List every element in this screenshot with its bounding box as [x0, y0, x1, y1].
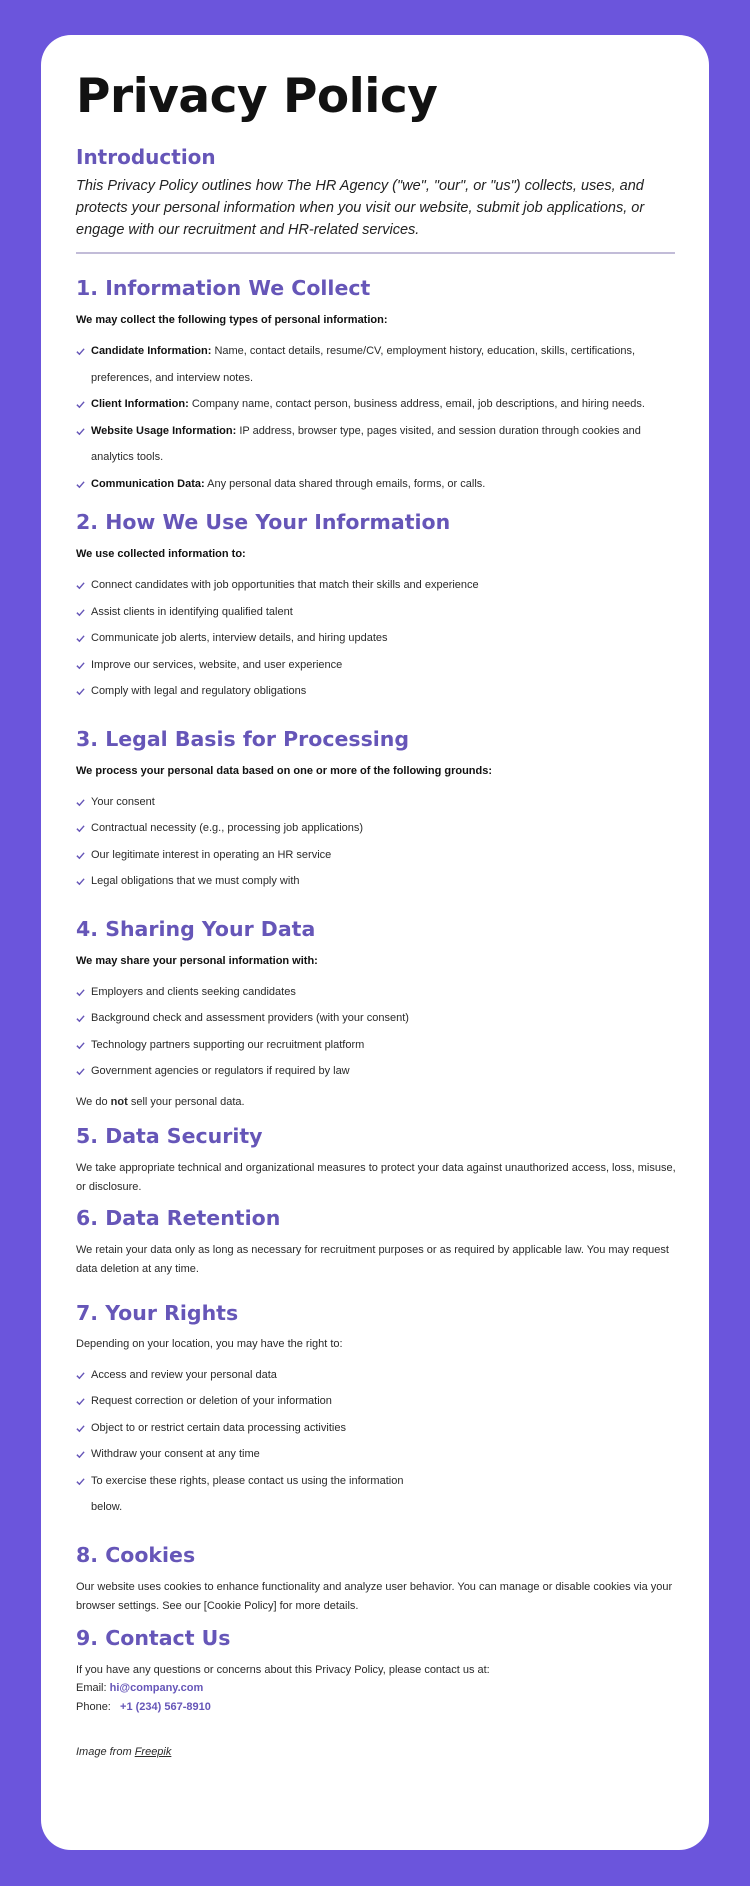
list-item — [76, 1005, 676, 1032]
check-icon — [76, 581, 85, 590]
list-item — [76, 979, 676, 1006]
item-text: Government agencies or regulators if required by law — [91, 1065, 350, 1077]
item-text: Assist clients in identifying qualified talent — [91, 605, 293, 618]
check-list — [76, 1362, 674, 1521]
section-text: We retain your data only as long as necessary for recruitment purposes or as required by applicable law. You may request data deletion at any time. — [76, 1243, 669, 1275]
check-icon — [76, 661, 85, 670]
item-text: Withdraw your consent at any time — [91, 1448, 260, 1460]
list-item — [76, 1058, 676, 1085]
no-sell-note — [76, 1093, 676, 1112]
page-title: Privacy Policy — [76, 69, 438, 124]
section-lead: We may collect the following types of personal information: — [76, 314, 388, 326]
check-icon — [76, 1397, 85, 1406]
section-cookies — [76, 1541, 674, 1616]
list-item — [76, 652, 676, 679]
section-heading: 1. Information We Collect — [76, 276, 371, 300]
item-text: Comply with legal and regulatory obligations — [91, 685, 307, 697]
phone-label: Phone: — [76, 1700, 111, 1713]
item-text: Technology partners supporting our recruitment platform — [91, 1038, 365, 1051]
list-item — [76, 789, 676, 816]
list-item — [76, 1388, 676, 1415]
intro-heading: Introduction — [76, 145, 216, 169]
item-text: Connect candidates with job opportunities that match their skills and experience — [91, 579, 479, 591]
item-text: Company name, contact person, business address, email, job descriptions, and hiring needs. — [188, 398, 645, 410]
check-list — [76, 572, 674, 705]
check-icon — [76, 427, 85, 436]
phone-link[interactable]: +1 (234) 567-8910 — [120, 1700, 211, 1713]
section-heading: 2. How We Use Your Information — [76, 510, 451, 534]
section-heading: 3. Legal Basis for Processing — [76, 726, 410, 751]
check-icon — [76, 480, 85, 489]
check-icon — [76, 1424, 85, 1433]
check-icon — [76, 608, 85, 617]
divider — [76, 252, 675, 254]
list-item — [76, 1468, 416, 1521]
section-lead: We process your personal data based on one or more of the following grounds: — [76, 764, 493, 777]
list-item — [76, 842, 676, 869]
item-text: Communicate job alerts, interview details, and hiring updates — [91, 632, 388, 644]
check-icon — [76, 1371, 85, 1380]
section-legal-basis — [76, 725, 674, 895]
section-how-we-use — [76, 508, 674, 705]
list-item — [76, 418, 676, 471]
check-icon — [76, 1041, 85, 1050]
section-information-we-collect — [76, 274, 674, 497]
check-icon — [76, 798, 85, 807]
item-text: Request correction or deletion of your information — [91, 1395, 332, 1407]
check-icon — [76, 1450, 85, 1459]
section-lead: We use collected information to: — [76, 548, 246, 560]
check-icon — [76, 634, 85, 643]
item-text: Any personal data shared through emails, forms, or calls. — [204, 477, 486, 490]
list-item — [76, 678, 676, 705]
list-item — [76, 868, 676, 895]
section-heading: 6. Data Retention — [76, 1205, 281, 1230]
section-data-security — [76, 1122, 674, 1197]
section-heading: 8. Cookies — [76, 1542, 196, 1567]
check-icon — [76, 851, 85, 860]
check-icon — [76, 988, 85, 997]
list-item — [76, 815, 676, 842]
freepik-link[interactable]: Freepik — [134, 1746, 172, 1758]
intro-text: This Privacy Policy outlines how The HR Agency ("we", "our", or "us") collects, uses, and protects your personal information when you visit our website, submit job applications, or engage with our recruitment and HR-related services. — [76, 178, 645, 238]
item-text: Contractual necessity (e.g., processing job applications) — [91, 822, 364, 834]
list-item — [76, 625, 676, 652]
check-icon — [76, 1067, 85, 1076]
check-icon — [76, 347, 85, 356]
policy-card — [41, 35, 709, 1850]
section-heading: 9. Contact Us — [76, 1625, 231, 1650]
item-label: Candidate Information: — [91, 345, 212, 357]
list-item — [76, 391, 676, 418]
contact-email-row — [76, 1679, 674, 1698]
note-text: sell your personal data. — [127, 1095, 245, 1108]
section-text: We take appropriate technical and organizational measures to protect your data against unauthorized access, loss, misuse, or disclosure. — [76, 1161, 676, 1193]
section-heading: 4. Sharing Your Data — [76, 916, 316, 941]
check-list — [76, 789, 674, 895]
section-lead: We may share your personal information with: — [76, 954, 318, 967]
intro-section — [76, 143, 674, 254]
list-item — [76, 1441, 676, 1468]
item-text: Name, contact details, resume/CV, employment history, education, skills, certifications, preferences, and interview notes. — [91, 345, 636, 384]
item-label: Client Information: — [91, 398, 189, 410]
section-contact-us — [76, 1624, 674, 1717]
note-text: We do — [76, 1095, 111, 1108]
check-list — [76, 338, 674, 497]
list-item — [76, 599, 676, 626]
section-heading: 5. Data Security — [76, 1123, 263, 1148]
item-text: Your consent — [91, 795, 155, 808]
check-list — [76, 979, 674, 1085]
item-label: Website Usage Information: — [91, 424, 237, 437]
check-icon — [76, 687, 85, 696]
section-sharing — [76, 915, 674, 1112]
credit-prefix: Image from — [76, 1746, 135, 1758]
section-data-retention — [76, 1204, 674, 1279]
item-text: Object to or restrict certain data processing activities — [91, 1421, 346, 1434]
contact-intro: If you have any questions or concerns about this Privacy Policy, please contact us at: — [76, 1663, 490, 1676]
item-text: Our legitimate interest in operating an HR service — [91, 848, 332, 861]
item-label: Communication Data: — [91, 477, 205, 490]
section-lead: Depending on your location, you may have the right to: — [76, 1337, 343, 1350]
section-your-rights — [76, 1299, 674, 1521]
item-text: Legal obligations that we must comply with — [91, 875, 300, 887]
item-text: To exercise these rights, please contact us using the information below. — [91, 1474, 404, 1513]
item-text: Background check and assessment providers (with your consent) — [91, 1012, 409, 1024]
item-text: Access and review your personal data — [91, 1368, 277, 1381]
check-icon — [76, 1477, 85, 1486]
list-item — [76, 1362, 676, 1389]
check-icon — [76, 1014, 85, 1023]
check-icon — [76, 824, 85, 833]
section-text: Our website uses cookies to enhance functionality and analyze user behavior. You can manage or disable cookies via your browser settings. See our [Cookie Policy] for more details. — [76, 1580, 673, 1612]
check-icon — [76, 877, 85, 886]
list-item — [76, 471, 676, 498]
note-emphasis: not — [110, 1095, 128, 1108]
section-heading: 7. Your Rights — [76, 1300, 239, 1325]
item-text: IP address, browser type, pages visited, and session duration through cookies and analytics tools. — [91, 424, 641, 463]
list-item — [76, 572, 676, 599]
list-item — [76, 1032, 676, 1059]
contact-phone-row — [76, 1698, 674, 1717]
email-link[interactable]: hi@company.com — [109, 1682, 204, 1694]
item-text: Improve our services, website, and user experience — [91, 658, 343, 671]
email-label: Email: — [76, 1682, 107, 1694]
item-text: Employers and clients seeking candidates — [91, 985, 296, 998]
check-icon — [76, 400, 85, 409]
list-item — [76, 338, 676, 391]
image-credit — [76, 1746, 674, 1758]
list-item — [76, 1415, 676, 1442]
